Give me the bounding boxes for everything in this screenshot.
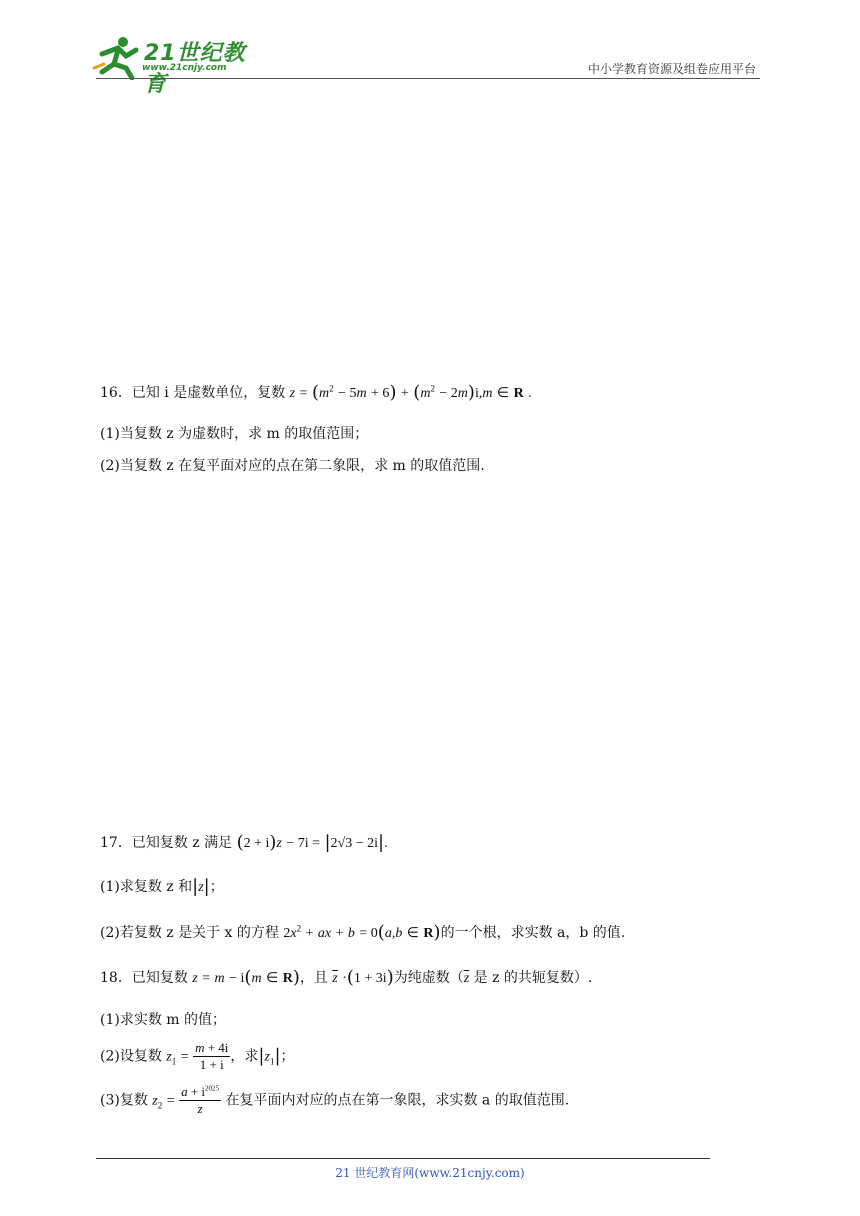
q16-number: 16． [100,385,132,401]
header-divider [96,78,760,79]
q18-stem: 18．已知复数 z = m − i(m ∈ R)，且 $\overline{z} \cdot(1 + 3i)$为纯虚数（$\overline{z}$ 是 z 的共轭复数）. [100,967,593,988]
q18-part3-end: 在复平面内对应的点在第一象限，求实数 a 的取值范围. [225,1092,570,1109]
q18-stem-end: 是 z 的共轭复数）. [473,970,593,986]
q18-stem-text: 已知复数 [131,970,188,986]
q16-stem-text: 已知 i 是虚数单位，复数 [131,385,286,401]
q17-part1: (1)求复数 z 和|z|； [100,876,224,897]
z1-fraction: $\frac{m + 4i}{1 + i}$ [195,1040,229,1072]
logo-url: www.21cnjy.com [142,63,227,73]
runner-logo-icon [92,34,142,80]
q17-part2-end: 的一个根，求实数 a，b 的值. [440,925,626,941]
footer-text: 21 世纪教育网(www.21cnjy.com) [335,1166,525,1180]
header-platform-name: 中小学教育资源及组卷应用平台 [587,62,756,76]
q18-number: 18． [100,970,132,986]
q16-part2: (2)当复数 z 在复平面对应的点在第二象限，求 m 的取值范围. [100,458,485,474]
brand-logo [92,34,262,97]
footer-divider [96,1158,710,1159]
q17-part1-text: (1)求复数 z 和 [100,879,193,895]
q16-part1: (1)当复数 z 为虚数时，求 m 的取值范围； [100,426,369,442]
q17-part1-end: ； [209,879,224,895]
q18-part3: (3)复数 $z_2$ = $\frac{a + i^{2025}}{z}$ 在复平面内对应的点在第一象限，求实数 a 的取值范围. [100,1084,570,1116]
q17-part2-text: (2)若复数 z 是关于 x 的方程 [100,925,279,941]
q17-stem: 17．已知复数 z 满足 (2 + i)z − 7i = |2√3 − 2i|. [100,832,388,853]
logo-text: 21世纪教育 [144,41,246,97]
q18-part2-text: (2)设复数 [100,1048,162,1065]
q17-number: 17． [100,835,132,851]
q18-part3-text: (3)复数 [100,1092,148,1109]
q18-part2: (2)设复数 $z_1$ = $\frac{m + 4i}{1 + i}$ ，求$|z_1|$； [100,1040,295,1072]
q18-part1: (1)求实数 m 的值； [100,1012,227,1028]
q16-stem: 16．已知 i 是虚数单位，复数 $z = (m^2 - 5m + 6) + (m^2 - 2m)i,m$ ∈ R . [100,382,532,403]
q18-part2-mid: ，求 [230,1048,259,1065]
q18-part2-end: ； [280,1048,295,1065]
q18-stem-mid2: 为纯虚数（ [393,970,464,986]
z2-fraction: $\frac{a + i^{2025}}{z}$ [181,1084,220,1116]
q18-stem-mid: ，且 [299,970,328,986]
q17-stem-text: 已知复数 z 满足 [131,835,233,851]
q17-part2: (2)若复数 z 是关于 x 的方程 $2x^2$ + ax + b = 0(a,b ∈ R)的一个根，求实数 a，b 的值. [100,922,626,943]
